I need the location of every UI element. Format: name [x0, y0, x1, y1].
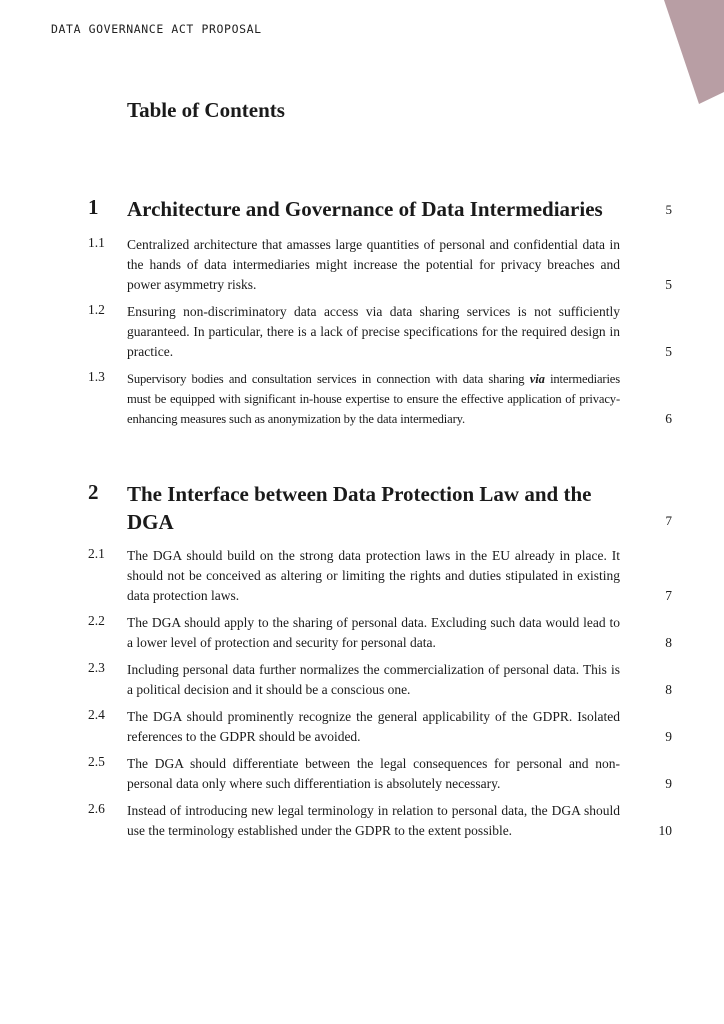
toc-entry[interactable]	[0, 369, 724, 429]
entry-text: The DGA should build on the strong data protection laws in the EU already in place. It should not be conceived as altering or limiting the rights and duties stipulated in existing data protection laws.	[127, 548, 620, 603]
entry-number: 2.1	[88, 546, 105, 561]
entry-page: 9	[665, 729, 672, 744]
toc-entry[interactable]	[0, 546, 724, 606]
entry-page: 8	[665, 635, 672, 650]
entry-number: 2.6	[88, 801, 105, 816]
toc-entry[interactable]	[0, 613, 724, 653]
entry-text	[127, 369, 620, 429]
entry-page: 6	[665, 411, 672, 426]
entry-text: Ensuring non-discriminatory data access via data sharing services is not sufficiently guaranteed. In particular, there is a lack of precise specifications for the required design in practice.	[127, 304, 620, 359]
entry-number: 1.2	[88, 302, 105, 317]
section-title: The Interface between Data Protection Law and the DGA	[127, 482, 592, 534]
entry-text-emphasis: via	[529, 372, 545, 386]
section-page: 5	[665, 202, 672, 217]
entry-text: The DGA should differentiate between the legal consequences for personal and non-personal data only where such differentiation is absolutely necessary.	[127, 756, 620, 791]
entry-page: 9	[665, 776, 672, 791]
toc-entry[interactable]	[0, 302, 724, 362]
entry-page: 10	[658, 823, 672, 838]
entry-text: The DGA should apply to the sharing of personal data. Excluding such data would lead to a lower level of protection and security for personal data.	[127, 615, 620, 650]
entry-text-part: Supervisory bodies and consultation services in connection with data sharing	[127, 372, 530, 386]
toc-section-1	[0, 195, 724, 436]
entry-number: 1.1	[88, 235, 105, 250]
corner-decoration	[664, 0, 724, 104]
entry-page: 5	[665, 344, 672, 359]
toc-title: Table of Contents	[127, 98, 285, 122]
entry-page: 7	[665, 588, 672, 603]
toc-entry[interactable]	[0, 754, 724, 794]
entry-number: 2.2	[88, 613, 105, 628]
section-heading[interactable]	[0, 480, 724, 546]
entry-text: Centralized architecture that amasses large quantities of personal and confidential data in the hands of data intermediaries might increase the potential for privacy breaches and power asymmetry risks.	[127, 237, 620, 292]
toc-entry[interactable]	[0, 801, 724, 841]
toc-section-2	[0, 480, 724, 848]
toc-entry[interactable]	[0, 660, 724, 700]
entry-number: 2.4	[88, 707, 105, 722]
entry-text: Instead of introducing new legal terminology in relation to personal data, the DGA should use the terminology established under the GDPR to the extent possible.	[127, 803, 620, 838]
entry-text-part: intermediaries must be equipped with significant in-house expertise to ensure the effective application of privacy-enhancing measures such as anonymization by the data intermediary.	[127, 372, 620, 426]
entry-number: 1.3	[88, 369, 105, 384]
entry-text: The DGA should prominently recognize the general applicability of the GDPR. Isolated references to the GDPR should be avoided.	[127, 709, 620, 744]
section-number: 1	[88, 195, 99, 219]
toc-entry[interactable]	[0, 235, 724, 295]
entry-number: 2.3	[88, 660, 105, 675]
section-number: 2	[88, 480, 99, 504]
section-heading[interactable]	[0, 195, 724, 235]
entry-number: 2.5	[88, 754, 105, 769]
entry-page: 8	[665, 682, 672, 697]
running-header: DATA GOVERNANCE ACT PROPOSAL	[51, 22, 262, 36]
section-title: Architecture and Governance of Data Intermediaries	[127, 197, 603, 221]
section-page: 7	[665, 513, 672, 528]
entry-page: 5	[665, 277, 672, 292]
entry-text: Including personal data further normalizes the commercialization of personal data. This is a political decision and it should be a conscious one.	[127, 662, 620, 697]
toc-entry[interactable]	[0, 707, 724, 747]
